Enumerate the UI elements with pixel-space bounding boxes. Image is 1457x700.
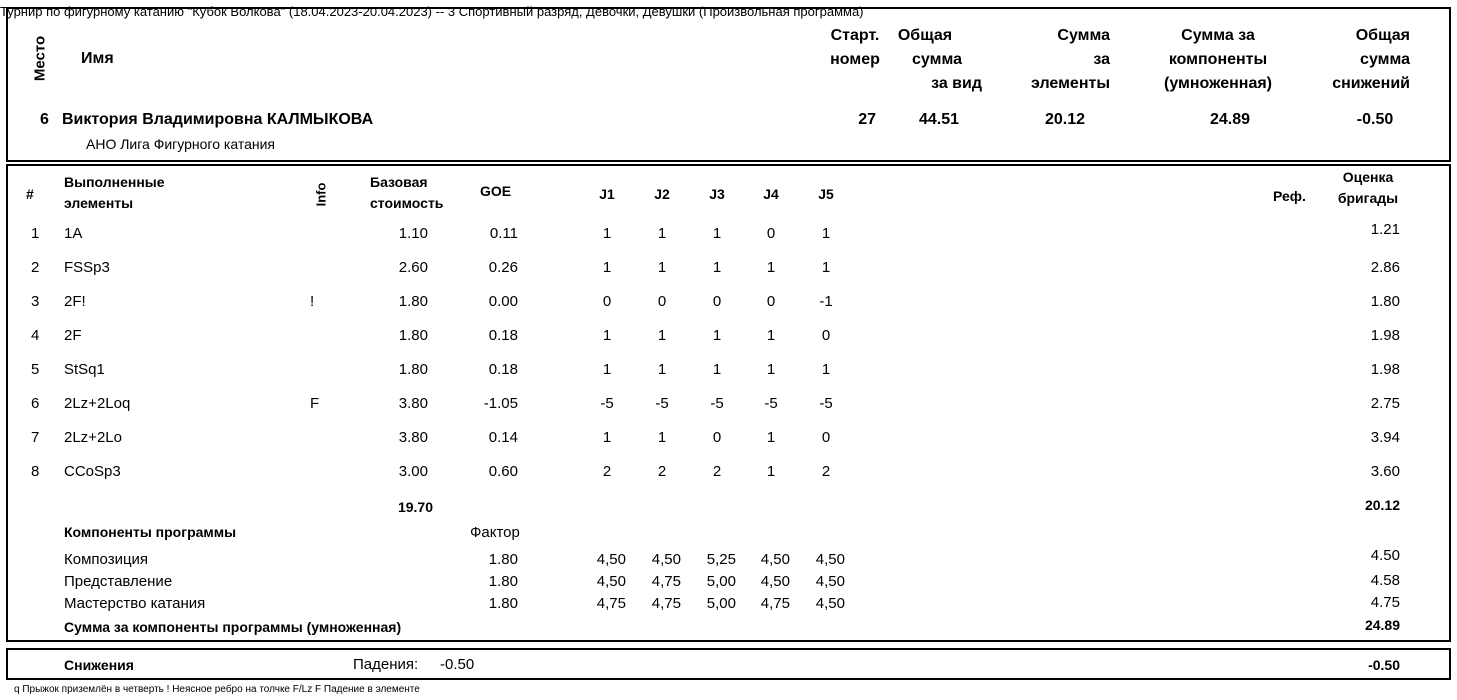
club-name: АНО Лига Фигурного катания (86, 136, 275, 152)
table-row (0, 221, 1457, 245)
el-col-base (370, 172, 443, 214)
el-col-j2: J2 (654, 186, 670, 202)
el-goe: 0.11 (489, 225, 518, 242)
el-j3: 1 (712, 225, 722, 242)
col-elements-header (1000, 24, 1110, 96)
el-j1: 2 (602, 463, 612, 480)
deductions-label: Снижения (64, 657, 134, 673)
el-col-ref: Реф. (1273, 188, 1306, 204)
deductions-score: -0.50 (1356, 111, 1394, 128)
page-title: Турнир по фигурному катанию "Кубок Волкова" (18.04.2023-20.04.2023) -- 3 Спортивный разряд, Девочки, Девушки (Произвольная программа) (0, 4, 864, 19)
place-value: 6 (40, 111, 49, 128)
components-title: Компоненты программы (64, 524, 237, 540)
el-j2: 2 (657, 463, 667, 480)
el-name: CCoSp3 (64, 463, 121, 480)
el-j1: 1 (602, 361, 612, 378)
comp-j2: 4,50 (651, 551, 681, 568)
table-row (0, 327, 1457, 347)
comp-j3: 5,00 (706, 573, 736, 590)
comp-j4: 4,50 (760, 551, 790, 568)
el-j2: 0 (657, 293, 667, 310)
el-base: 1.80 (398, 361, 428, 378)
col-deductions-line3: снижений (1332, 75, 1410, 92)
el-goe: 0.60 (488, 463, 518, 480)
el-name: 2Lz+2Loq (64, 395, 131, 412)
comp-j1: 4,75 (596, 595, 626, 612)
el-goe: 0.18 (488, 327, 518, 344)
col-components-line1: Сумма за (1181, 27, 1255, 44)
el-col-panel (1326, 167, 1410, 209)
el-base: 3.00 (398, 463, 428, 480)
el-name: 1A (64, 225, 83, 242)
col-components-line2: компоненты (1168, 51, 1268, 68)
el-col-panel-line2: бригады (1337, 190, 1399, 206)
elements-total: 20.12 (1364, 497, 1400, 513)
col-place-header (22, 34, 58, 88)
col-components-header (1150, 24, 1286, 96)
el-j5: 2 (821, 463, 831, 480)
el-col-panel-line1: Оценка (1342, 169, 1394, 185)
el-info: F (310, 395, 320, 412)
el-j5: 0 (821, 429, 831, 446)
el-col-j4: J4 (763, 186, 779, 202)
el-j3: -5 (710, 395, 724, 412)
el-col-base-line2: стоимость (370, 195, 444, 211)
el-j5: 0 (821, 327, 831, 344)
el-name: StSq1 (64, 361, 105, 378)
el-col-j3: J3 (709, 186, 725, 202)
el-num: 5 (31, 361, 40, 378)
el-goe: 0.18 (488, 361, 518, 378)
el-j5: -5 (819, 395, 833, 412)
el-j3: 0 (712, 293, 722, 310)
comp-j5: 4,50 (815, 595, 845, 612)
el-goe: 0.14 (488, 429, 518, 446)
el-j1: 1 (602, 259, 612, 276)
el-name: 2F (64, 327, 82, 344)
col-total-line1: Общая (897, 27, 953, 44)
el-j2: 1 (657, 429, 667, 446)
el-j4: 1 (766, 361, 776, 378)
el-col-goe: GOE (480, 183, 512, 199)
col-deductions-line2: сумма (1360, 51, 1410, 68)
table-row (0, 463, 1457, 483)
el-j4: -5 (764, 395, 778, 412)
el-col-executed-line1: Выполненные (64, 174, 165, 190)
comp-score: 4.50 (1370, 547, 1400, 564)
legend: q Прыжок приземлён в четверть ! Неясное ребро на толчке F/Lz F Падение в элементе (14, 684, 420, 695)
el-j1: 1 (602, 327, 612, 344)
el-info: ! (310, 293, 315, 310)
comp-j3: 5,25 (706, 551, 736, 568)
col-total-line2: сумма (912, 51, 962, 68)
el-col-j1: J1 (599, 186, 615, 202)
el-name: FSSp3 (64, 259, 110, 276)
table-row (0, 293, 1457, 313)
el-col-j5: J5 (818, 186, 834, 202)
table-row (0, 259, 1457, 279)
el-j2: 1 (657, 259, 667, 276)
el-num: 3 (31, 293, 40, 310)
el-j5: 1 (821, 225, 831, 242)
components-factor-label: Фактор (470, 524, 520, 541)
el-col-info (307, 182, 337, 207)
component-row (0, 547, 1457, 571)
el-j4: 1 (766, 429, 776, 446)
col-place-label: Место (31, 35, 49, 82)
el-goe: -1.05 (483, 395, 518, 412)
el-col-executed (64, 172, 165, 214)
el-base: 3.80 (398, 429, 428, 446)
comp-name: Композиция (64, 551, 149, 568)
el-j3: 0 (712, 429, 722, 446)
el-j5: 1 (821, 259, 831, 276)
el-name: 2Lz+2Lo (64, 429, 122, 446)
el-goe: 0.00 (488, 293, 518, 310)
el-j2: 1 (657, 327, 667, 344)
table-row (0, 395, 1457, 415)
col-deductions-line1: Общая (1355, 27, 1410, 44)
el-j4: 0 (766, 225, 776, 242)
el-score: 1.80 (1370, 293, 1400, 310)
comp-j4: 4,75 (760, 595, 790, 612)
comp-j1: 4,50 (596, 573, 626, 590)
components-total: 24.89 (1364, 617, 1400, 633)
el-num: 6 (31, 395, 40, 412)
el-score: 3.94 (1370, 429, 1400, 446)
el-score: 1.21 (1370, 221, 1400, 238)
col-components-line3: (умноженная) (1164, 75, 1272, 92)
col-start-line2: номер (830, 51, 880, 68)
comp-j3: 5,00 (706, 595, 736, 612)
comp-score: 4.58 (1370, 572, 1400, 589)
comp-j5: 4,50 (815, 551, 845, 568)
el-j4: 1 (766, 259, 776, 276)
el-j5: 1 (821, 361, 831, 378)
el-name: 2F! (64, 293, 86, 310)
el-base: 2.60 (398, 259, 428, 276)
el-col-num: # (26, 186, 34, 202)
comp-factor: 1.80 (488, 551, 518, 568)
comp-j2: 4,75 (651, 595, 681, 612)
el-base: 1.10 (398, 225, 428, 242)
el-score: 2.86 (1370, 259, 1400, 276)
deductions-box (6, 648, 1451, 680)
el-j2: -5 (655, 395, 669, 412)
el-j1: 0 (602, 293, 612, 310)
el-col-base-line1: Базовая (370, 174, 428, 190)
el-j2: 1 (657, 225, 667, 242)
el-num: 7 (31, 429, 40, 446)
el-j4: 1 (766, 463, 776, 480)
comp-j1: 4,50 (596, 551, 626, 568)
el-j3: 1 (712, 259, 722, 276)
skater-name: Виктория Владимировна КАЛМЫКОВА (62, 111, 374, 128)
el-num: 2 (31, 259, 40, 276)
el-col-info-label: Info (313, 182, 329, 207)
table-row (0, 361, 1457, 381)
total-score: 44.51 (918, 111, 960, 128)
el-base: 1.80 (398, 293, 428, 310)
el-goe: 0.26 (488, 259, 518, 276)
falls-value: -0.50 (440, 656, 475, 673)
comp-j4: 4,50 (760, 573, 790, 590)
el-score: 3.60 (1370, 463, 1400, 480)
el-j4: 0 (766, 293, 776, 310)
el-score: 2.75 (1370, 395, 1400, 412)
components-total-label: Сумма за компоненты программы (умноженная) (64, 619, 402, 635)
component-row (0, 573, 1457, 593)
col-elements-line3: элементы (1031, 75, 1110, 92)
col-start-line1: Старт. (830, 27, 880, 44)
comp-j2: 4,75 (651, 573, 681, 590)
el-j5: -1 (819, 293, 833, 310)
col-elements-line1: Сумма (1057, 27, 1110, 44)
el-score: 1.98 (1370, 327, 1400, 344)
col-total-line3: за вид (931, 75, 982, 92)
deductions-total: -0.50 (1368, 657, 1400, 673)
col-total-header (880, 24, 982, 96)
el-num: 1 (31, 225, 40, 242)
el-j3: 2 (712, 463, 722, 480)
comp-name: Мастерство катания (64, 595, 206, 612)
table-row (0, 429, 1457, 449)
el-j3: 1 (712, 327, 722, 344)
el-j1: -5 (600, 395, 614, 412)
el-j1: 1 (602, 429, 612, 446)
comp-factor: 1.80 (488, 573, 518, 590)
element-score: 20.12 (1044, 111, 1086, 128)
falls-label: Падения: (353, 656, 419, 673)
el-base: 1.80 (398, 327, 428, 344)
el-num: 4 (31, 327, 40, 344)
el-col-executed-line2: элементы (64, 195, 134, 211)
component-score: 24.89 (1209, 111, 1251, 128)
el-j3: 1 (712, 361, 722, 378)
col-elements-line2: за (1093, 51, 1110, 68)
component-row (0, 595, 1457, 615)
col-name-header: Имя (81, 50, 114, 67)
comp-j5: 4,50 (815, 573, 845, 590)
el-num: 8 (31, 463, 40, 480)
el-base: 3.80 (398, 395, 428, 412)
el-j2: 1 (657, 361, 667, 378)
col-deductions-header (1310, 24, 1410, 96)
el-score: 1.98 (1370, 361, 1400, 378)
comp-score: 4.75 (1370, 594, 1400, 611)
start-number: 27 (858, 111, 876, 128)
base-total: 19.70 (397, 499, 433, 515)
el-j1: 1 (602, 225, 612, 242)
comp-factor: 1.80 (488, 595, 518, 612)
comp-name: Представление (64, 573, 173, 590)
el-j4: 1 (766, 327, 776, 344)
